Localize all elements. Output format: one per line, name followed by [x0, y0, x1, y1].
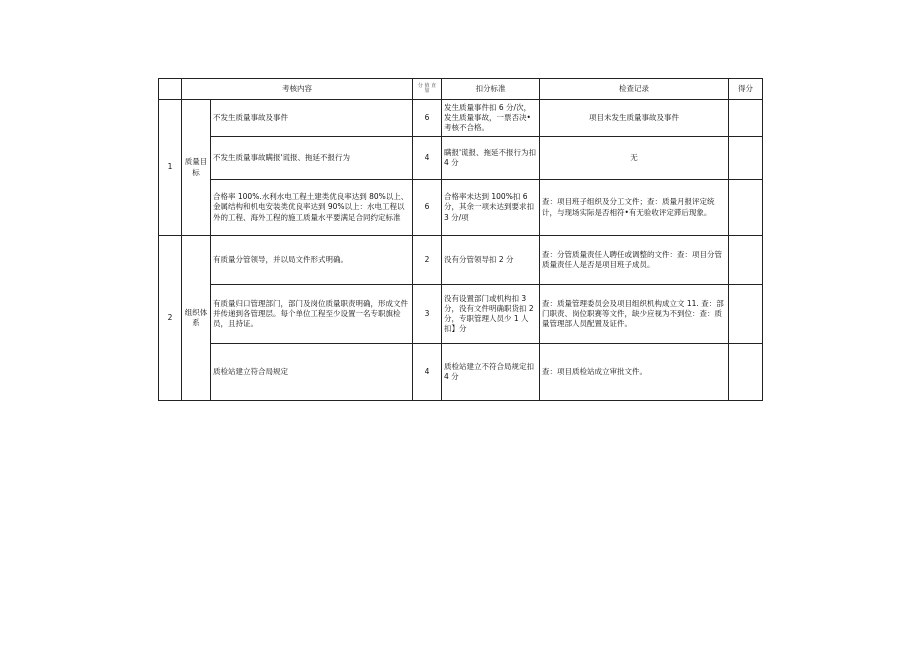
item-points: 4	[413, 344, 442, 401]
table-row	[159, 344, 763, 401]
item-deduction: 没有设置部门或机构扣 3 分，没有文件明确职货扣 2 分，专职管理人员少 1 人扣】分	[442, 285, 540, 344]
table-row	[159, 137, 763, 180]
section-number: 1	[159, 100, 182, 236]
item-deduction: 没有分管领导扣 2 分	[442, 236, 540, 285]
item-score	[729, 137, 763, 180]
item-deduction: 合格率未达到 100%扣 6 分，其余一项未达到要求扣 3 分/项	[442, 180, 540, 236]
table-row	[159, 236, 763, 285]
item-points: 6	[413, 180, 442, 236]
item-content: 不发生质量事故及事件	[211, 100, 413, 137]
item-content: 不发生质量事故瞒报'谎报、拖延不报行为	[211, 137, 413, 180]
item-content: 质检站建立符合局规定	[211, 344, 413, 401]
header-points: 分 值 直 加	[413, 79, 442, 100]
section-category: 质量目标	[182, 100, 211, 236]
inspection-table	[158, 78, 763, 401]
item-deduction: 发生质量事件扣 6 分/次，发生质量事故，一票否决•考核不合格。	[442, 100, 540, 137]
item-content: 合格率 100%.水利水电工程土建类优良率达到 80%以上、金属结构和机电安装类优良率达到 90%以上：水电工程以外的工程、海外工程的施工质量水平要满足合同约定标准	[211, 180, 413, 236]
table-row	[159, 285, 763, 344]
item-record: 查：项目质检站成立审批文件。	[540, 344, 729, 401]
section-category: 组织体系	[182, 236, 211, 401]
header-content: 考核内容	[182, 79, 413, 100]
item-points: 2	[413, 236, 442, 285]
item-deduction: 质检站建立不符合局规定扣 4 分	[442, 344, 540, 401]
item-score	[729, 180, 763, 236]
item-score	[729, 100, 763, 137]
section-number: 2	[159, 236, 182, 401]
item-record: 查：项目班子组织及分工文件；查：质量月报评定统计，与现场实际是否相符•有无验收评定滞后现象。	[540, 180, 729, 236]
item-record: 查：分管质量责任人聘任或调整的文件：查：项目分管质量责任人是否是项目班子成员。	[540, 236, 729, 285]
item-points: 6	[413, 100, 442, 137]
item-deduction: 瞒报'谎报、拖延不报行为扣 4 分	[442, 137, 540, 180]
item-score	[729, 344, 763, 401]
item-content: 有质量分管领导，并以局文件形式明确。	[211, 236, 413, 285]
header-record: 检查记录	[540, 79, 729, 100]
item-content: 有质量归口管理部门，部门及岗位质量职责明确，形成文件并传递到各管理层。每个单位工程至少设置一名专职旗检员，且持证。	[211, 285, 413, 344]
table-row	[159, 180, 763, 236]
item-record: 无	[540, 137, 729, 180]
item-points: 4	[413, 137, 442, 180]
item-score	[729, 236, 763, 285]
header-row	[159, 79, 763, 100]
item-points: 3	[413, 285, 442, 344]
header-no	[159, 79, 182, 100]
item-score	[729, 285, 763, 344]
item-record: 查：质量管理委员会及项目组织机构成立文 11. 查：部门职责、岗位职赛等文件，缺少应视为不到位：查：质量管理部人员配置及证件。	[540, 285, 729, 344]
item-record: 项目未发生质量事故及事件	[540, 100, 729, 137]
table-row	[159, 100, 763, 137]
header-score: 得分	[729, 79, 763, 100]
header-deduction: 扣分标准	[442, 79, 540, 100]
